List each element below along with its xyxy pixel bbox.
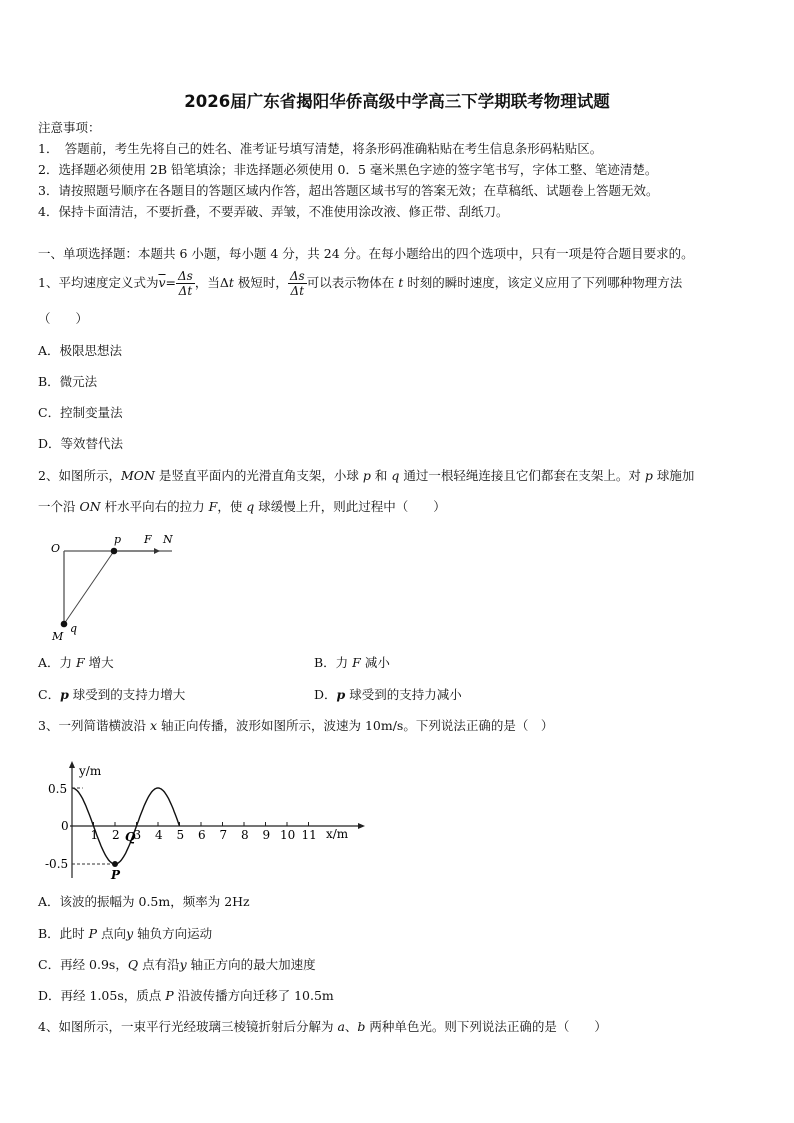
label-p: p (114, 533, 122, 546)
q2-option-b: B．力 F 减小 (314, 655, 390, 670)
q1-text: 1、平均速度定义式为 (38, 275, 159, 290)
label-o: O (51, 542, 61, 555)
notice-item: 2．选择题必须使用 2B 铅笔填涂；非选择题必须使用 0．5 毫米黑色字迹的签字笔书写，字体工整、笔迹清楚。 (38, 162, 658, 177)
x-tick-label: 3 (133, 828, 142, 842)
q3-option-c: C．再经 0.9s，Q 点有沿y 轴正方向的最大加速度 (38, 957, 316, 972)
q3-option-d: D．再经 1.05s，质点 P 沿波传播方向迁移了 10.5m (38, 988, 334, 1003)
q2-option-c: C．p 球受到的支持力增大 (38, 687, 186, 702)
question-1-stem: 1、平均速度定义式为$\overline{v}=$ $\frac{\Delta s}{\Delta t}$ ，当Δt 极短时， $\frac{\Delta s}{\Delta t}$ 可以表示物体在 t 时刻的瞬时速度，该定义应用了下列哪种物理方法 (38, 269, 683, 298)
y-tick-label: -0.5 (45, 857, 69, 871)
y-axis-arrow-icon (69, 761, 75, 768)
point-p-label: P (111, 868, 121, 882)
q1-text: 可以表示物体在 (306, 275, 399, 290)
q1-answer-paren: （ ） (38, 311, 89, 326)
question-2-line-2: 一个沿 ON 杆水平向右的拉力 F，使 q 球缓慢上升，则此过程中（ ） (38, 499, 446, 514)
x-tick-label: 7 (219, 828, 228, 842)
ball-p (111, 548, 118, 555)
point-p (112, 861, 118, 867)
q2-figure-support (46, 530, 186, 645)
force-arrowhead-icon (154, 548, 160, 554)
x-tick-label: 11 (301, 828, 317, 842)
q1-equals: = (165, 275, 177, 290)
label-m: M (52, 630, 64, 643)
ball-q (61, 621, 68, 628)
page-title: 2026届广东省揭阳华侨高级中学高三下学期联考物理试题 (184, 92, 610, 111)
label-q: q (70, 622, 78, 635)
y-axis-label: y/m (79, 764, 102, 778)
q2-option-d: D．p 球受到的支持力减小 (314, 687, 462, 702)
x-tick-label: 9 (262, 828, 271, 842)
x-tick-label: 2 (112, 828, 120, 842)
q3-option-a: A．该波的振幅为 0.5m，频率为 2Hz (38, 894, 250, 909)
question-2-line-1: 2、如图所示，MON 是竖直平面内的光滑直角支架，小球 p 和 q 通过一根轻绳连接且它们都套在支架上。对 p 球施加 (38, 468, 695, 483)
q2-option-a: A．力 F 增大 (38, 655, 114, 670)
q1-option-c: C．控制变量法 (38, 405, 123, 420)
q1-option-d: D．等效替代法 (38, 436, 124, 451)
q1-fraction: $\frac{\Delta s}{\Delta t}$ (178, 269, 193, 298)
question-3-stem: 3、一列简谐横波沿 x 轴正向传播，波形如图所示，波速为 10m/s。下列说法正确的是（ ） (38, 718, 554, 733)
q3-wave-chart (40, 758, 370, 883)
x-axis-arrow-icon (358, 823, 365, 829)
q1-fraction-2: $\frac{\Delta s}{\Delta t}$ (289, 269, 305, 298)
q1-text: 时刻的瞬时速度，该定义应用了下列哪种物理方法 (403, 275, 683, 290)
label-f: F (144, 533, 152, 546)
notice-heading: 注意事项： (38, 120, 101, 135)
x-tick-label: 8 (241, 828, 249, 842)
x-tick-label: 4 (155, 828, 163, 842)
q1-option-b: B．微元法 (38, 374, 98, 389)
x-tick-label: 6 (198, 828, 206, 842)
q1-text: ，当Δ (194, 275, 229, 290)
q3-option-b: B．此时 P 点向y 轴负方向运动 (38, 926, 213, 941)
question-4-stem: 4、如图所示，一束平行光经玻璃三棱镜折射后分解为 a、b 两种单色光。则下列说法正确的是（ ） (38, 1019, 607, 1034)
q1-velocity-symbol: $\overline{v}$ (158, 275, 166, 290)
section-heading: 一、单项选择题：本题共 6 小题，每小题 4 分，共 24 分。在每小题给出的四个选项中，只有一项是符合题目要求的。 (38, 246, 694, 261)
x-tick-label: 5 (176, 828, 185, 842)
y-tick-label: 0.5 (48, 782, 68, 796)
point-q-label: Q (124, 829, 136, 844)
notice-item: 4．保持卡面清洁，不要折叠，不要弄破、弄皱，不准使用涂改液、修正带、刮纸刀。 (38, 204, 509, 219)
label-n: N (163, 533, 173, 546)
notice-item: 3．请按照题号顺序在各题目的答题区域内作答，超出答题区域书写的答案无效；在草稿纸、试题卷上答题无效。 (38, 183, 659, 198)
y-tick-label: 0 (61, 819, 69, 833)
notice-item: 1． 答题前，考生先将自己的姓名、准考证号填写清楚，将条形码准确粘贴在考生信息条形码粘贴区。 (38, 141, 603, 156)
x-tick-label: 10 (280, 828, 296, 842)
x-axis-label: x/m (326, 827, 349, 841)
rope-line (64, 551, 114, 624)
x-tick-label: 1 (90, 828, 99, 842)
q1-option-a: A．极限思想法 (38, 343, 123, 358)
q1-text: 极短时， (233, 275, 288, 290)
